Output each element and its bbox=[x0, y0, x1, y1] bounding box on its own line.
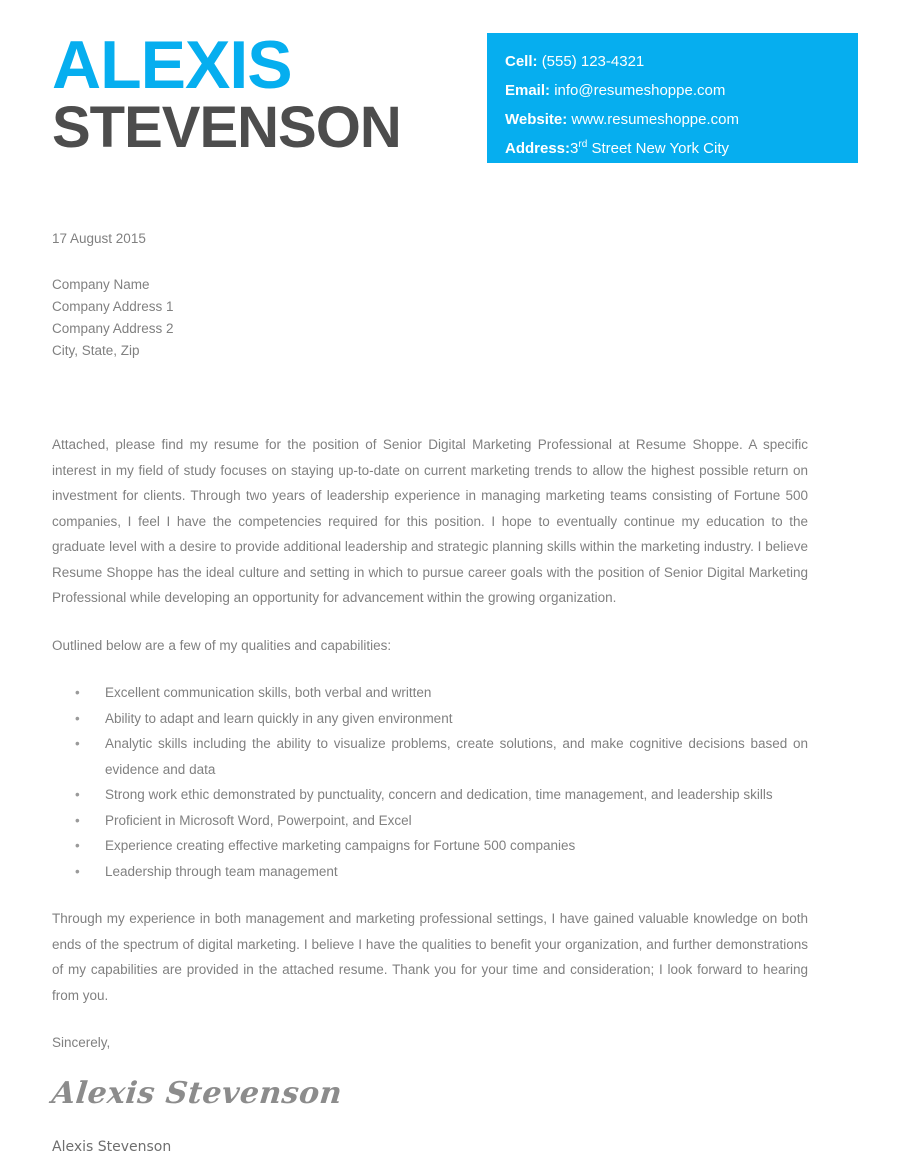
contact-cell-label: Cell: bbox=[505, 53, 538, 70]
recipient-address-block bbox=[52, 274, 808, 362]
contact-address-ordinal-suffix: rd bbox=[578, 139, 588, 150]
bullet-point-icon: • bbox=[75, 787, 80, 802]
list-item-text: Excellent communication skills, both verbal and written bbox=[105, 685, 432, 700]
typed-signature-name: Alexis Stevenson bbox=[52, 1138, 172, 1155]
qualities-bullet-list bbox=[52, 680, 808, 884]
last-name-heading: STEVENSON bbox=[52, 95, 401, 160]
recipient-line-address-1: Company Address 1 bbox=[52, 299, 174, 314]
list-item bbox=[52, 808, 808, 834]
list-item-text: Analytic skills including the ability to visualize problems, create solutions, and make cognitive decisions based on evidence and data bbox=[105, 736, 808, 777]
name-block bbox=[52, 27, 472, 160]
contact-address-label: Address: bbox=[505, 140, 571, 157]
list-item bbox=[52, 859, 808, 885]
contact-cell-value: (555) 123-4321 bbox=[541, 53, 645, 70]
handwritten-signature: Alexis Stevenson bbox=[50, 1075, 344, 1111]
contact-email-value[interactable]: info@resumeshoppe.com bbox=[554, 82, 726, 99]
list-item-text: Experience creating effective marketing campaigns for Fortune 500 companies bbox=[105, 838, 576, 853]
list-item bbox=[52, 706, 808, 732]
bullet-point-icon: • bbox=[75, 685, 80, 700]
contact-website-value[interactable]: www.resumeshoppe.com bbox=[571, 111, 739, 128]
bullet-point-icon: • bbox=[75, 863, 80, 879]
letter-body bbox=[52, 228, 808, 1158]
recipient-line-company-name: Company Name bbox=[52, 277, 150, 292]
list-item bbox=[52, 731, 808, 782]
sincerely-line: Sincerely, bbox=[52, 1035, 111, 1050]
recipient-line-city-state-zip: City, State, Zip bbox=[52, 343, 140, 358]
contact-address-line bbox=[505, 134, 858, 163]
contact-cell-line bbox=[505, 47, 858, 76]
bullet-point-icon: • bbox=[75, 812, 80, 828]
contact-email-label: Email: bbox=[505, 82, 551, 99]
list-item bbox=[52, 833, 808, 859]
opening-paragraph: Attached, please find my resume for the position of Senior Digital Marketing Professional at Resume Shoppe. A specific interest in my field of study focuses on staying up-to-date on current marketing trends to allow the highest possible return on investment for clients. Through two years of leadership experience in managing marketing teams consisting of Fortune 500 companies, I feel I have the competencies required for this position. I hope to eventually continue my education to the graduate level with a desire to provide additional leadership and strategic planning skills within the marketing industry. I believe Resume Shoppe has the ideal culture and setting in which to pursue career goals with the position of Senior Digital Marketing Professional while developing an opportunity for advancement within the growing organization. bbox=[52, 437, 808, 605]
letterhead-header bbox=[0, 0, 900, 200]
list-item bbox=[52, 680, 808, 706]
list-item-text: Proficient in Microsoft Word, Powerpoint, and Excel bbox=[105, 812, 412, 828]
qualities-list-intro: Outlined below are a few of my qualities and capabilities: bbox=[52, 637, 392, 653]
recipient-line-address-2: Company Address 2 bbox=[52, 321, 174, 336]
bullet-point-icon: • bbox=[75, 838, 80, 853]
contact-website-label: Website: bbox=[505, 111, 568, 128]
contact-info-box bbox=[487, 33, 858, 163]
list-item-text: Ability to adapt and learn quickly in any given environment bbox=[105, 710, 453, 726]
signature-block bbox=[52, 1030, 808, 1158]
list-item-text: Leadership through team management bbox=[105, 863, 338, 879]
letter-date: 17 August 2015 bbox=[52, 231, 146, 246]
list-item bbox=[52, 782, 808, 808]
contact-address-number: 3 bbox=[570, 140, 579, 157]
contact-email-line bbox=[505, 76, 858, 105]
closing-paragraph: Through my experience in both management and marketing professional settings, I have gained valuable knowledge on both ends of the spectrum of digital marketing. I believe I have the qualities to benefit your organization, and further demonstrations of my capabilities are provided in the attached resume. Thank you for your time and consideration; I look forward to hearing from you. bbox=[52, 911, 808, 1003]
contact-address-rest: Street New York City bbox=[587, 140, 730, 157]
contact-website-line bbox=[505, 105, 858, 134]
list-item-text: Strong work ethic demonstrated by punctuality, concern and dedication, time management, and leadership skills bbox=[105, 787, 773, 802]
bullet-point-icon: • bbox=[75, 736, 80, 751]
bullet-point-icon: • bbox=[75, 710, 80, 726]
first-name-heading: ALEXIS bbox=[52, 27, 292, 103]
